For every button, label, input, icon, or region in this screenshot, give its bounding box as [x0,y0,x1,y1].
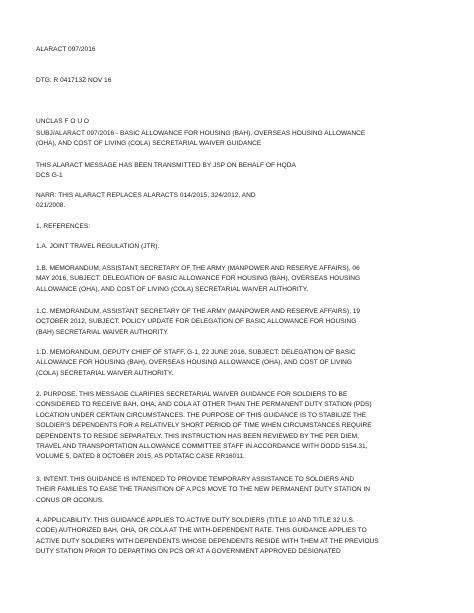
reference-1c: 1.C. MEMORANDUM, ASSISTANT SECRETARY OF THE ARMY (MANPOWER AND RESERVE AFFAIRS), 19 OCTOBER 2012, SUBJECT: POLICY UPDATE FOR DELEGATION OF BASIC ALLOWANCE FOR HOUSING (BAH) SECRETARIAL WAIVER AUTHORITY. [36,308,361,336]
dtg-line: DTG: R 041713Z NOV 16 [36,77,112,84]
classification-marking: UNCLAS F O U O [36,118,90,125]
narr-paragraph: NARR: THIS ALARACT REPLACES ALARACTS 014/2015, 324/2012, AND 021/2008. [36,192,256,210]
reference-1b: 1.B. MEMORANDUM, ASSISTANT SECRETARY OF THE ARMY (MANPOWER AND RESERVE AFFAIRS), 06 MAY 2016, SUBJECT: DELEGATION OF BASIC ALLOWANCE FOR HOUSING (BAH), OVERSEAS HOUSING ALLOWANCE (OHA), AND COST OF LIVING (COLA) SECRETARIAL WAIVER AUTHORITY. [36,265,361,293]
message-header: ALARACT 097/2016 [36,46,96,53]
reference-1d: 1.D. MEMORANDUM, DEPUTY CHIEF OF STAFF, G-1, 22 JUNE 2016, SUBJECT: DELEGATION OF BASIC ALLOWANCE FOR HOUSING (BAH), OVERSEAS HOUSING ALLOWANCE (OHA), AND COST OF LIVING (COLA) SECRETARIAL WAIVER AUTHORITY. [36,349,356,377]
reference-1a: 1.A. JOINT TRAVEL REGULATION (JTR). [36,243,160,250]
transmittal-paragraph: THIS ALARACT MESSAGE HAS BEEN TRANSMITTED BY JSP ON BEHALF OF HQDA DCS G-1 [36,162,296,180]
applicability-paragraph: 4. APPLICABILITY. THIS GUIDANCE APPLIES TO ACTIVE DUTY SOLDIERS (TITLE 10 AND TITLE 32 U.S. CODE) AUTHORIZED BAH, OHA, OR COLA AT THE WITH-DEPENDENT RATE. THIS GUIDANCE APPLIES TO ACTIVE DUTY SOLDIERS WITH DEPENDENTS WHOSE DEPENDENTS RESIDE WITH THEM AT THE PREVIOUS DUTY STATION PRIOR TO DEPARTING ON PCS OR AT A GOVERNMENT APPROVED DESIGNATED [36,517,379,556]
intent-paragraph: 3. INTENT. THIS GUIDANCE IS INTENDED TO PROVIDE TEMPORARY ASSISTANCE TO SOLDIERS AND THEIR FAMILIES TO EASE THE TRANSITION OF A PCS MOVE TO THE NEW PERMANENT DUTY STATION IN CONUS OR OCONUS. [36,476,371,504]
subject-paragraph: SUBJ/ALARACT 097/2016 - BASIC ALLOWANCE FOR HOUSING (BAH), OVERSEAS HOUSING ALLOWANCE (OHA), AND COST OF LIVING (COLA) SECRETARIAL WAIVER GUIDANCE [36,130,366,148]
purpose-paragraph: 2. PURPOSE. THIS MESSAGE CLARIFIES SECRETARIAL WAIVER GUIDANCE FOR SOLDIERS TO BE CONSIDERED TO RECEIVE BAH, OHA, AND COLA AT OTHER THAN THE PERMANENT DUTY STATION (PDS) LOCATION UNDER CERTAIN CIRCUMSTANCES. THE PURPOSE OF THIS GUIDANCE IS TO STABILIZE THE SOLDIER'S DEPENDENTS FOR A RELATIVELY SHORT PERIOD OF TIME WHEN CIRCUMSTANCES REQUIRE DEPENDENTS TO RESIDE SEPARATELY. THIS INSTRUCTION HAS BEEN REVIEWED BY THE PER DIEM, TRAVEL AND TRANSPORTATION ALLOWANCE COMMITTEE STAFF IN ACCORDANCE WITH DODD 5154.31, VOLUME 5, DATED 8 OCTOBER 2015, AS PDTATAC CASE RR16011. [36,391,372,461]
references-heading: 1. REFERENCES: [36,223,91,230]
